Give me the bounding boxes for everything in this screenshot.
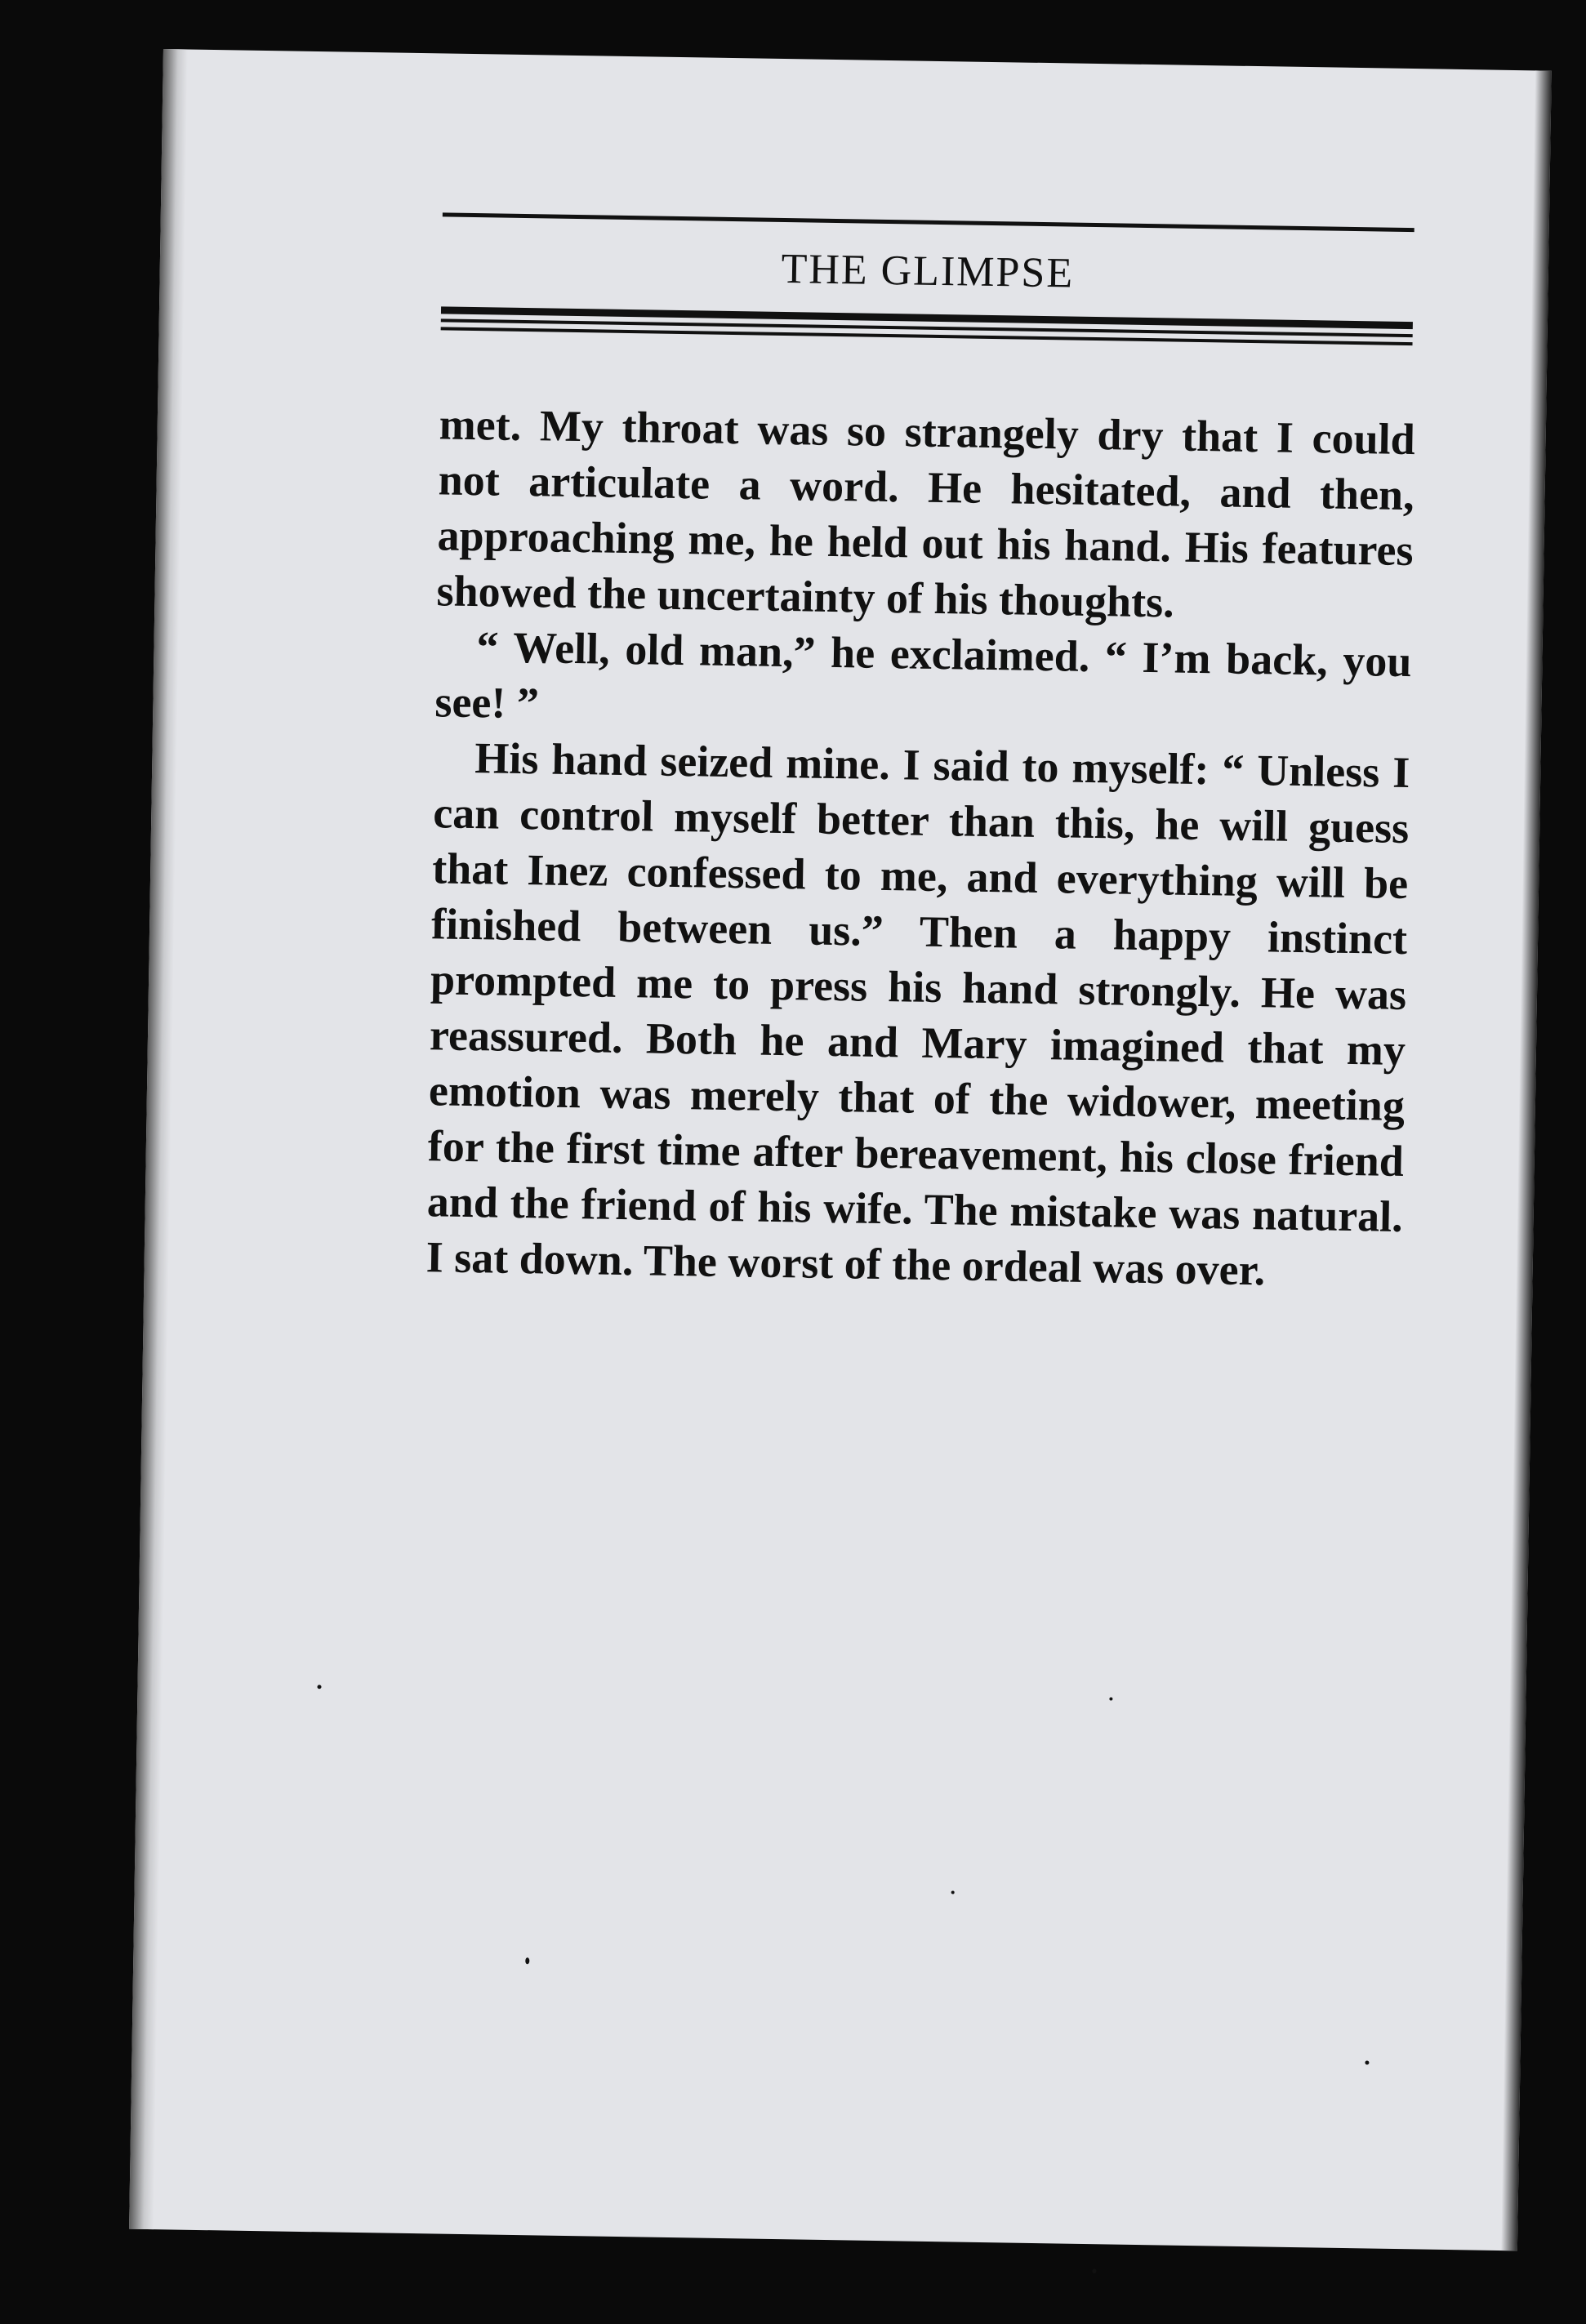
- paragraph: met. My throat was so strangely dry that I could not articulate a word. He hesitated, and then, approaching me, he held out his hand. His features showed the uncertainty of his thoughts.: [436, 399, 1416, 627]
- page-header: [441, 212, 1414, 345]
- page-outer-edge: [1501, 70, 1552, 2251]
- body-text: [425, 396, 1415, 1300]
- running-head: THE GLIMPSE: [781, 245, 1075, 297]
- page-binding-edge: [129, 49, 188, 2229]
- paragraph: His hand seized mine. I said to myself: “ Unless I can control myself better than this, he will guess that Inez confessed to me, and everything will be finished between us.” Then a happy instinct prompted me to press his hand strongly. He was reassured. Both he and Mary imagined that my emotion was merely that of the widower, meeting for the first time after bereavement, his close friend and the friend of his wife. The mistake was natural. I sat down. The worst of the ordeal was over.: [425, 733, 1410, 1295]
- print-specks: [163, 49, 1552, 71]
- header-top-rule: [443, 212, 1414, 232]
- paragraph: “ Well, old man,” he exclaimed. “ I’m back, you see! ”: [434, 622, 1412, 728]
- header-bottom-rule: [441, 306, 1413, 345]
- book-page: [129, 49, 1552, 2251]
